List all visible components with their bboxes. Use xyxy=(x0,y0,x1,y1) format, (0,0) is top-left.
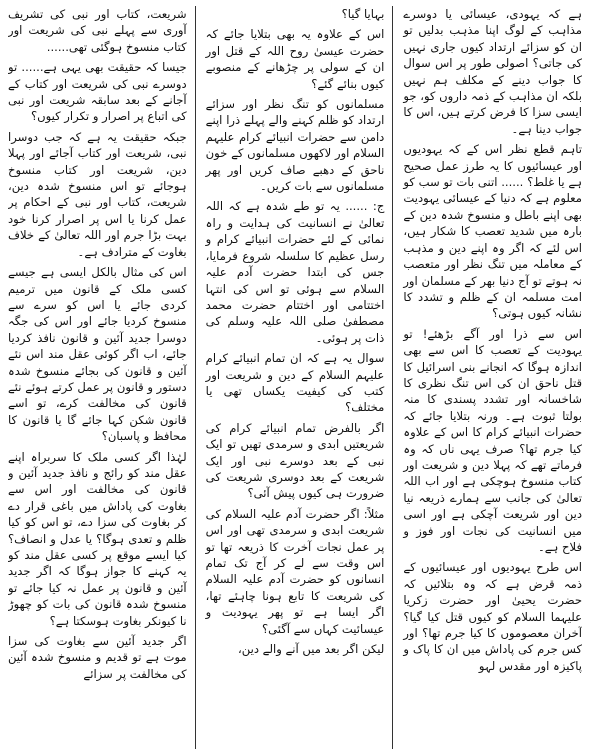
paragraph: سوال یہ ہے کہ ان تمام انبیائے کرام علیہم السلام کے دین و شریعت اور کتب کی کیفیت یکساں تھی یا مختلف؟ xyxy=(205,351,385,415)
paragraph: ہے کہ یہودی، عیسائی یا دوسرے مذاہب کے لوگ اپنا مذہب بدلیں تو ان کو سزائے ارتداد کیوں جاری نہیں کی جاتی؟ اصولی طور پر اس سوال کا جواب دینے کے مکلف ہم نہیں بلکہ ان مذاہب کے ذمہ داروں کو، جو ایسی سزا کا فرض کرتے ہیں، اس کا جواب دینا ہے۔ xyxy=(403,7,582,136)
column-middle xyxy=(200,6,389,749)
column-right xyxy=(397,6,582,749)
paragraph: اگر جدید آئین سے بغاوت کی سزا موت ہے تو قدیم و منسوخ شدہ آئین کی مخالفت پر سزائے xyxy=(7,634,187,681)
column-divider xyxy=(195,6,196,749)
column-left xyxy=(8,6,191,749)
paragraph: لہٰذا اگر کسی ملک کا سربراہ اپنے عقل مند کو رائج و نافذ جدید آئین و قانون کی مخالفت اور اس سے بغاوت کی پاداش میں باغی قرار دے کر بغاوت کی سزا دے، تو اس کو کیا ظلم و تعدی ہوگا؟ یا عدل و انصاف؟ کیا ایسے موقع پر کسی عقل مند کو یہ کہنے کا جواز ہوگا کہ اگر جدید آئین و قانون پر عمل نہ کیا جائے تو منسوخ شدہ قانون کی بات کو چھوڑ نا کیونکر بغاوت ہوسکتا ہے؟ xyxy=(7,449,187,628)
paragraph: لیکن اگر بعد میں آنے والے دین، xyxy=(238,642,385,657)
paragraph: شریعت، کتاب اور نبی کی تشریف آوری سے پہلے نبی کی شریعت اور کتاب منسوخ ہوگئی تھی...... xyxy=(7,7,187,54)
paragraph: اس کے علاوہ یہ بھی بتلایا جائے کہ حضرت عیسیٰ روح اللہ کے قتل اور ان کے سولی پر چڑھانے کے منصوبے کیوں بنائے گئے؟ xyxy=(205,27,385,91)
paragraph: مسلمانوں کو تنگ نظر اور سزائے ارتداد کو ظلم کہنے والے پہلے ذرا اپنے دامن سے حضرات انبیائے کرام علیہم السلام اور لاکھوں مسلمانوں کے خون ناحق کے دھبے صاف کریں اور پھر مسلمانوں سے بات کریں۔ xyxy=(205,97,385,194)
column-divider xyxy=(392,6,393,749)
paragraph: اگر بالفرض تمام انبیائے کرام کی شریعتیں ابدی و سرمدی تھیں تو ایک نبی کے بعد دوسرے نبی اور ایک شریعت کے بعد دوسری شریعت کی ضرورت ہی کیوں پیش آئی؟ xyxy=(205,420,385,501)
paragraph: ج: ...... یہ تو طے شدہ ہے کہ اللہ تعالیٰ نے انسانیت کی ہدایت و راہ نمائی کے لئے حضرات انبیائے کرام و رسل عظیم کا سلسلہ شروع فرمایا، جس کی ابتدا حضرت آدم علیہ السلام سے ہوئی تو اس کی انتہا اختتامی اور اختتام حضرت محمد مصطفیٰ صلی اللہ علیہ وسلم کی ذات پر ہوئی۔ xyxy=(205,199,385,345)
paragraph: جیسا کہ حقیقت بھی یہی ہے...... تو دوسرے نبی کی شریعت اور کتاب کے آجانے کے بعد سابقہ شریعت اور نبی کی اتباع پر اصرار و تکرار کیوں؟ xyxy=(7,60,187,124)
paragraph: اس طرح یہودیوں اور عیسائیوں کے ذمہ قرض ہے کہ وہ بتلائیں کہ حضرت یحییٰ اور حضرت زکریا علیہما السلام کو کیوں قتل کیا گیا؟ آخران معصوموں کا کیا جرم تھا؟ اور کس جرم کی پاداش میں ان کا پاک و پاکیزہ اور مقدس لہو xyxy=(403,560,582,673)
paragraph: تاہم قطع نظر اس کے کہ یہودیوں اور عیسائیوں کا یہ طرز عمل صحیح ہے یا غلط؟ ...... اتنی بات تو سب کو معلوم ہے کہ دنیا کے عیسائی یہودیت بھی اپنے باطل و منسوخ شدہ دین کے بارہ میں شدید تعصب کا شکار ہیں، اس لئے کہ اگر وہ اپنے دین و مذہب کے معاملہ میں تنگ نظر اور متعصب نہ ہوتے تو آج دنیا بھر کے مسلمان اور امت مسلمہ ان کے ظلم و تشدد کا نشانہ کیوں ہوتی؟ xyxy=(403,142,582,321)
paragraph: اس کی مثال بالکل ایسی ہے جیسے کسی ملک کے قانون میں ترمیم کردی جائے یا اس کو سرے سے منسوخ کردیا جائے اور اس کی جگہ دوسرا جدید آئین و قانون نافذ کردیا جائے، اب اگر کوئی عقل مند اس نئے آئین و قانون کی بجائے منسوخ شدہ دستور و قانون پر عمل کرتے ہوئے نئے قانون کی مخالفت کرے، تو اسے قانون شکن کہا جائے گا یا قانون کا محافظ و پاسبان؟ xyxy=(7,265,187,444)
paragraph: اس سے ذرا اور آگے بڑھئے! تو یہودیت کے تعصب کا اس سے بھی اندازہ ہوگا کہ انجانے بنی اسرائیل کا قتل ناحق ان کی اس تنگ نظری کا شاخسانہ اور تشدد پسندی کا منہ بولتا ثبوت ہے۔ ورنہ بتلایا جائے کہ حضرات انبیائے کرام کا اس کے علاوہ کیا جرم تھا؟ صرف یہی ناں کہ وہ فرماتے تھے کہ پہلا دین و شریعت اور کتاب منسوخ ہوچکی ہے اور اب اللہ تعالیٰ کی جانب سے ہمارے ذریعہ نیا دین اور شریعت آچکی ہے اور اسی میں انسانیت کی نجات اور فوز و فلاح ہے۔ xyxy=(403,326,582,554)
paragraph: بہایا گیا؟ xyxy=(341,7,385,21)
paragraph: مثلاً: اگر حضرت آدم علیہ السلام کی شریعت ابدی و سرمدی تھی اور اس پر عمل نجات آخرت کا ذریعہ تھا تو اس وقت سے لے کر آج تک تمام انسانوں کو حضرت آدم علیہ السلام کی شریعت کا تابع ہونا چاہئے تھا، اگر ایسا ہے تو پھر یہودیت و عیسائیت کہاں سے آگئی؟ xyxy=(205,506,385,636)
paragraph: جبکہ حقیقت یہ ہے کہ جب دوسرا نبی، شریعت اور کتاب آجائے اور پہلا دین، شریعت اور کتاب منسوخ ہوجائے تو اس منسوخ شدہ دین، شریعت، کتاب اور نبی کے احکام پر عمل کرنا یا اس پر اصرار کرنا خود بہت بڑا جرم اور اللہ تعالیٰ کے خلاف بغاوت کے مترادف ہے۔ xyxy=(7,129,187,259)
